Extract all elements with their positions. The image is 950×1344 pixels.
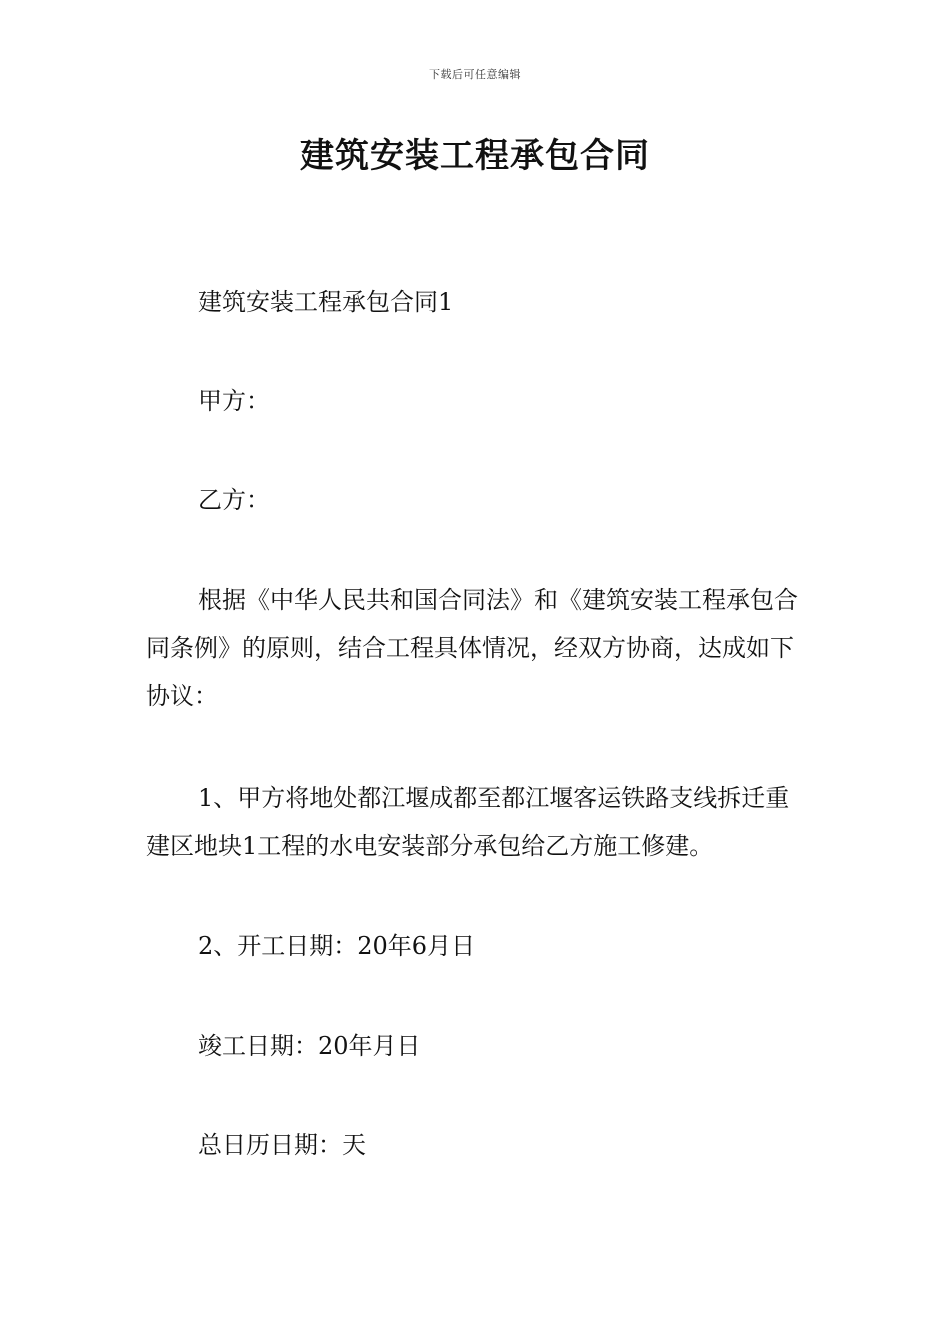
paragraph-clause-1: 1、甲方将地处都江堰成都至都江堰客运铁路支线拆迁重建区地块1工程的水电安装部分承包给乙方施工修建。 [146,784,790,860]
paragraph-basis: 根据《中华人民共和国合同法》和《建筑安装工程承包合同条例》的原则，结合工程具体情况，经双方协商，达成如下协议： [146,586,798,710]
paragraph-total-days: 总日历日期：天 [198,1131,366,1159]
document-title: 建筑安装工程承包合同 [300,136,650,176]
paragraph-clause-2-start-date: 2、开工日期：20年6月日 [198,932,476,960]
paragraph-party-a: 甲方： [198,387,270,415]
paragraph-subtitle: 建筑安装工程承包合同1 [198,288,454,316]
paragraph-completion-date: 竣工日期：20年月日 [198,1032,421,1060]
header-note: 下载后可任意编辑 [429,68,521,81]
paragraph-party-b: 乙方： [198,486,270,514]
